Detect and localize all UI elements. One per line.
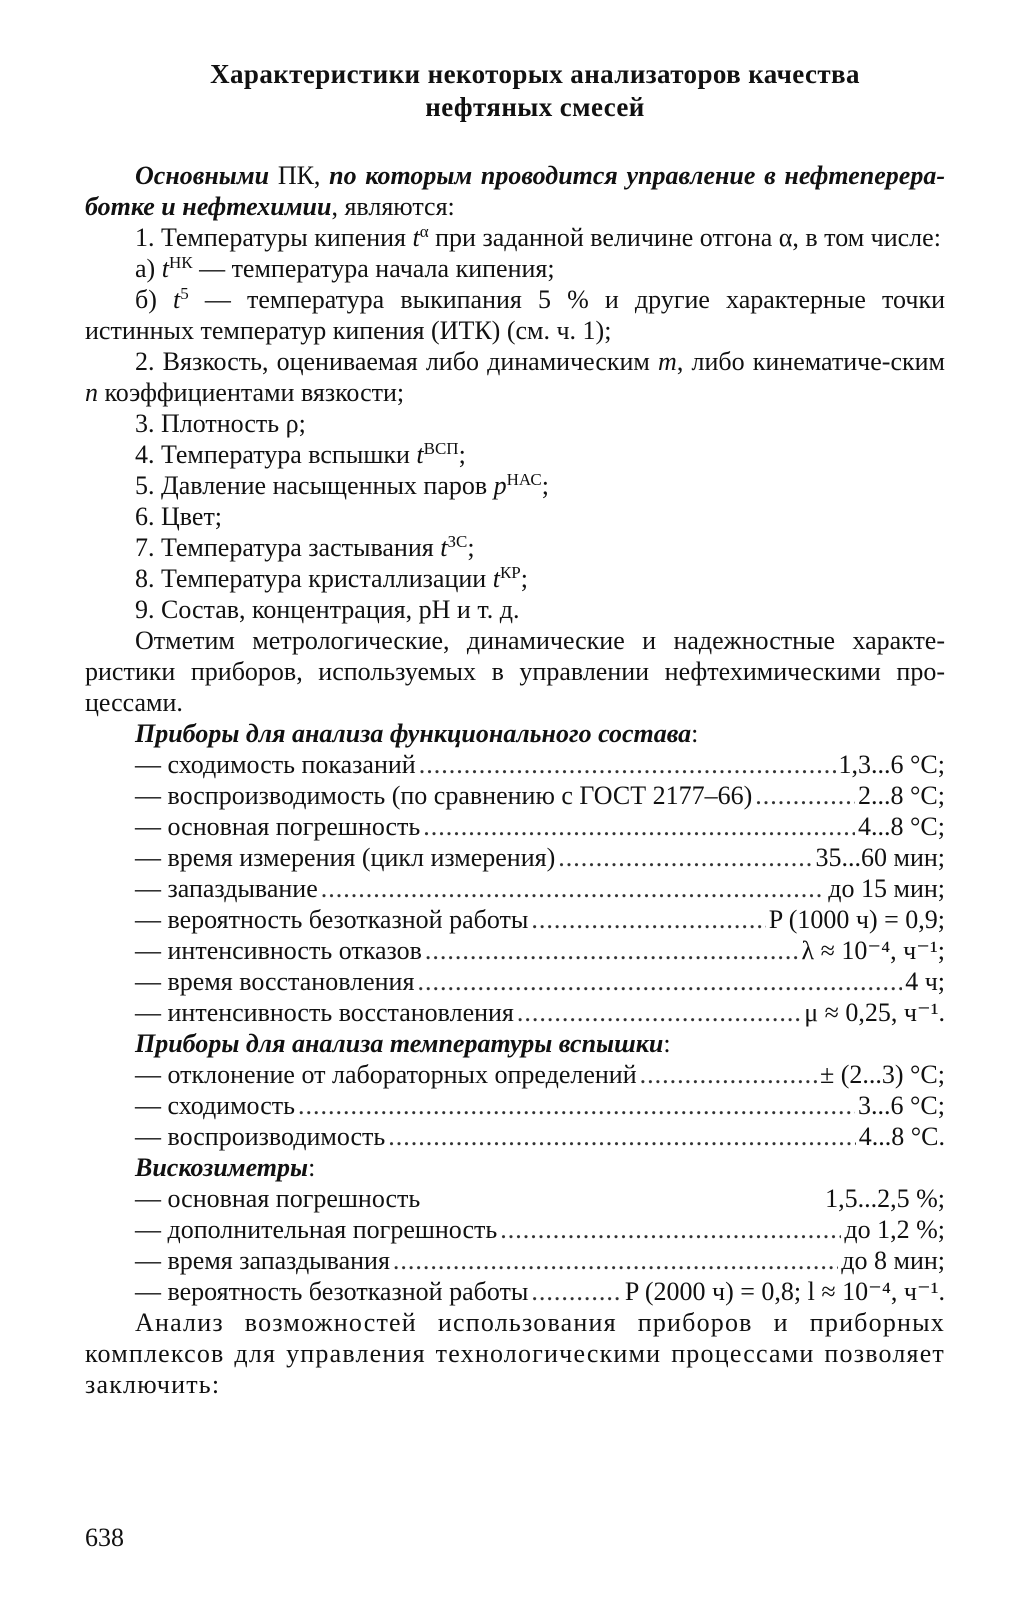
heading-colon: : [308,1153,316,1182]
dot-leader [388,1121,856,1152]
section-title [0,58,1026,124]
list-item-5-text: 5. Давление насыщенных паров [135,471,494,500]
dot-leader [531,1276,622,1307]
spec-label: — сходимость показаний [135,750,416,779]
spec-value: ± (2...3) °C; [819,1060,945,1089]
section-heading-flash-point-text: Приборы для анализа температуры вспышки [135,1029,664,1058]
list-item-5 [85,470,945,501]
list-item-a [85,253,945,284]
intro-emphasis-2: по которым проводится управление в нефтеперера-ботке и нефтехимии [85,161,945,221]
dot-leader [640,1059,817,1090]
list-item-8-end: ; [520,564,528,593]
spec-label: — время восстановления [135,967,415,996]
list-item-7-end: ; [467,533,475,562]
list-item-a-label: а) [135,254,162,283]
spec-row [85,749,945,780]
spec-value: 4...8 °C. [858,1122,945,1151]
spec-value: μ ≈ 0,25, ч⁻¹. [804,998,945,1027]
var-p: p [493,471,507,500]
heading-colon: : [663,1029,671,1058]
list-item-9: 9. Состав, концентрация, pH и т. д. [135,595,520,624]
sup-zs: ЗС [447,532,468,551]
list-item-7-text: 7. Температура застывания [135,533,441,562]
spec-row [85,904,945,935]
list-item-1-text-end: при заданной величине отгона α, в том числе: [428,223,941,252]
section-heading-viscometers-text: Вискозиметры [135,1153,309,1182]
spec-value: 1,5...2,5 %; [825,1184,945,1213]
spec-label: — воспроизводимость (по сравнению с ГОСТ 2177–66) [135,781,753,810]
spec-row [85,1121,945,1152]
spec-row [85,997,945,1028]
dot-leader [321,873,826,904]
section-heading-composition [85,718,945,749]
var-t: t [412,223,420,252]
spec-value: 2...8 °C; [858,781,945,810]
dot-leader [558,842,812,873]
section-title-line-2: нефтяных смесей [425,92,645,122]
var-t: t [173,285,181,314]
spec-value: λ ≈ 10⁻⁴, ч⁻¹; [801,936,945,965]
var-t: t [492,564,500,593]
spec-row [85,935,945,966]
spec-label: — воспроизводимость [135,1122,386,1151]
conclusion-paragraph: Анализ возможностей использования приборов и приборных комплексов для управления технологическими процессами позволяет заключить: [85,1308,945,1399]
dot-leader [417,966,902,997]
spec-label: — интенсивность отказов [135,936,422,965]
spec-row [85,1245,945,1276]
intro-paragraph [85,160,945,222]
list-item-5-end: ; [541,471,549,500]
dot-leader [423,811,855,842]
list-item-2 [85,346,945,408]
spec-row [85,1090,945,1121]
list-item-b-text: — температура выкипания 5 % и другие характерные точки истинных температур кипения (ИТК) (см. ч. 1); [85,285,945,345]
list-item-7 [85,532,945,563]
dot-leader [755,780,855,811]
spec-row [85,1276,945,1307]
page-body [85,160,945,1400]
spec-row [85,1214,945,1245]
sup-vsp: ВСП [423,439,459,458]
section-heading-composition-text: Приборы для анализа функционального состава [135,719,692,748]
list-item-6: 6. Цвет; [135,502,223,531]
page-number: 638 [85,1523,124,1552]
var-t: t [440,533,448,562]
dot-leader [419,749,836,780]
intro-pk: ПК, [269,161,330,190]
sup-kr: КР [499,563,521,582]
spec-label: — дополнительная погрешность [135,1215,498,1244]
dot-leader [393,1245,838,1276]
spec-row [85,780,945,811]
list-item-a-text: — температура начала кипения; [192,254,555,283]
spec-label: — основная погрешность [135,812,421,841]
spec-row [85,842,945,873]
intro-end: , являются: [331,192,455,221]
list-item-2-text: 2. Вязкость, оцениваемая либо динамическим [135,347,659,376]
dot-leader [425,935,799,966]
spec-value: 1,3...6 °C; [838,750,945,779]
var-t: t [416,440,424,469]
section-heading-viscometers [85,1152,945,1183]
dot-leader [500,1214,841,1245]
spec-label: — вероятность безотказной работы [135,1277,529,1306]
dot-leader [298,1090,855,1121]
spec-value: 35...60 мин; [815,843,945,872]
list-item-4-text: 4. Температура вспышки [135,440,417,469]
spec-row [85,1183,945,1214]
list-item-3: 3. Плотность ρ; [135,409,306,438]
intro-emphasis-1: Основными [135,161,270,190]
spec-label: — запаздывание [135,874,318,903]
spec-value: 3...6 °C; [858,1091,945,1120]
note-paragraph: Отметим метрологические, динамические и надежностные характе-ристики приборов, используемых в управлении нефтехимическими про-цессами. [85,626,945,717]
section-title-line-1: Характеристики некоторых анализаторов качества [210,59,860,89]
spec-label: — интенсивность восстановления [135,998,514,1027]
spec-value: до 8 мин; [841,1246,945,1275]
sup-5: 5 [180,284,189,303]
spec-value: до 15 мин; [828,874,945,903]
spec-row [85,1059,945,1090]
list-item-2-text-mid: , либо кинематиче-ским [676,347,945,376]
spec-row [85,811,945,842]
list-item-b [85,284,945,346]
spec-value: P (2000 ч) = 0,8; l ≈ 10⁻⁴, ч⁻¹. [624,1277,945,1306]
spec-value: 4...8 °C; [858,812,945,841]
section-heading-flash-point [85,1028,945,1059]
list-item-1-text: 1. Температуры кипения [135,223,413,252]
spec-value: до 1,2 %; [844,1215,945,1244]
list-item-1 [85,222,945,253]
spec-label: — вероятность безотказной работы [135,905,529,934]
list-item-4-end: ; [458,440,466,469]
list-item-4 [85,439,945,470]
spec-label: — основная погрешность [135,1184,421,1213]
spec-row [85,873,945,904]
spec-row [85,966,945,997]
var-m: m [658,347,677,376]
var-t: t [161,254,169,283]
spec-value: P (1000 ч) = 0,9; [768,905,945,934]
spec-label: — сходимость [135,1091,295,1120]
sup-nas: НАС [506,470,542,489]
list-item-2-text-end: коэффициентами вязкости; [98,378,405,407]
sup-nk: НК [168,253,193,272]
spec-value: 4 ч; [905,967,945,996]
heading-colon: : [691,719,699,748]
dot-leader [517,997,801,1028]
list-item-8 [85,563,945,594]
dot-leader [531,904,765,935]
spec-label: — время запаздывания [135,1246,390,1275]
sup-alpha: α [419,222,429,241]
spec-label: — отклонение от лабораторных определений [135,1060,637,1089]
list-item-8-text: 8. Температура кристаллизации [135,564,493,593]
list-item-b-label: б) [135,285,174,314]
var-n: n [85,378,98,407]
spec-label: — время измерения (цикл измерения) [135,843,556,872]
